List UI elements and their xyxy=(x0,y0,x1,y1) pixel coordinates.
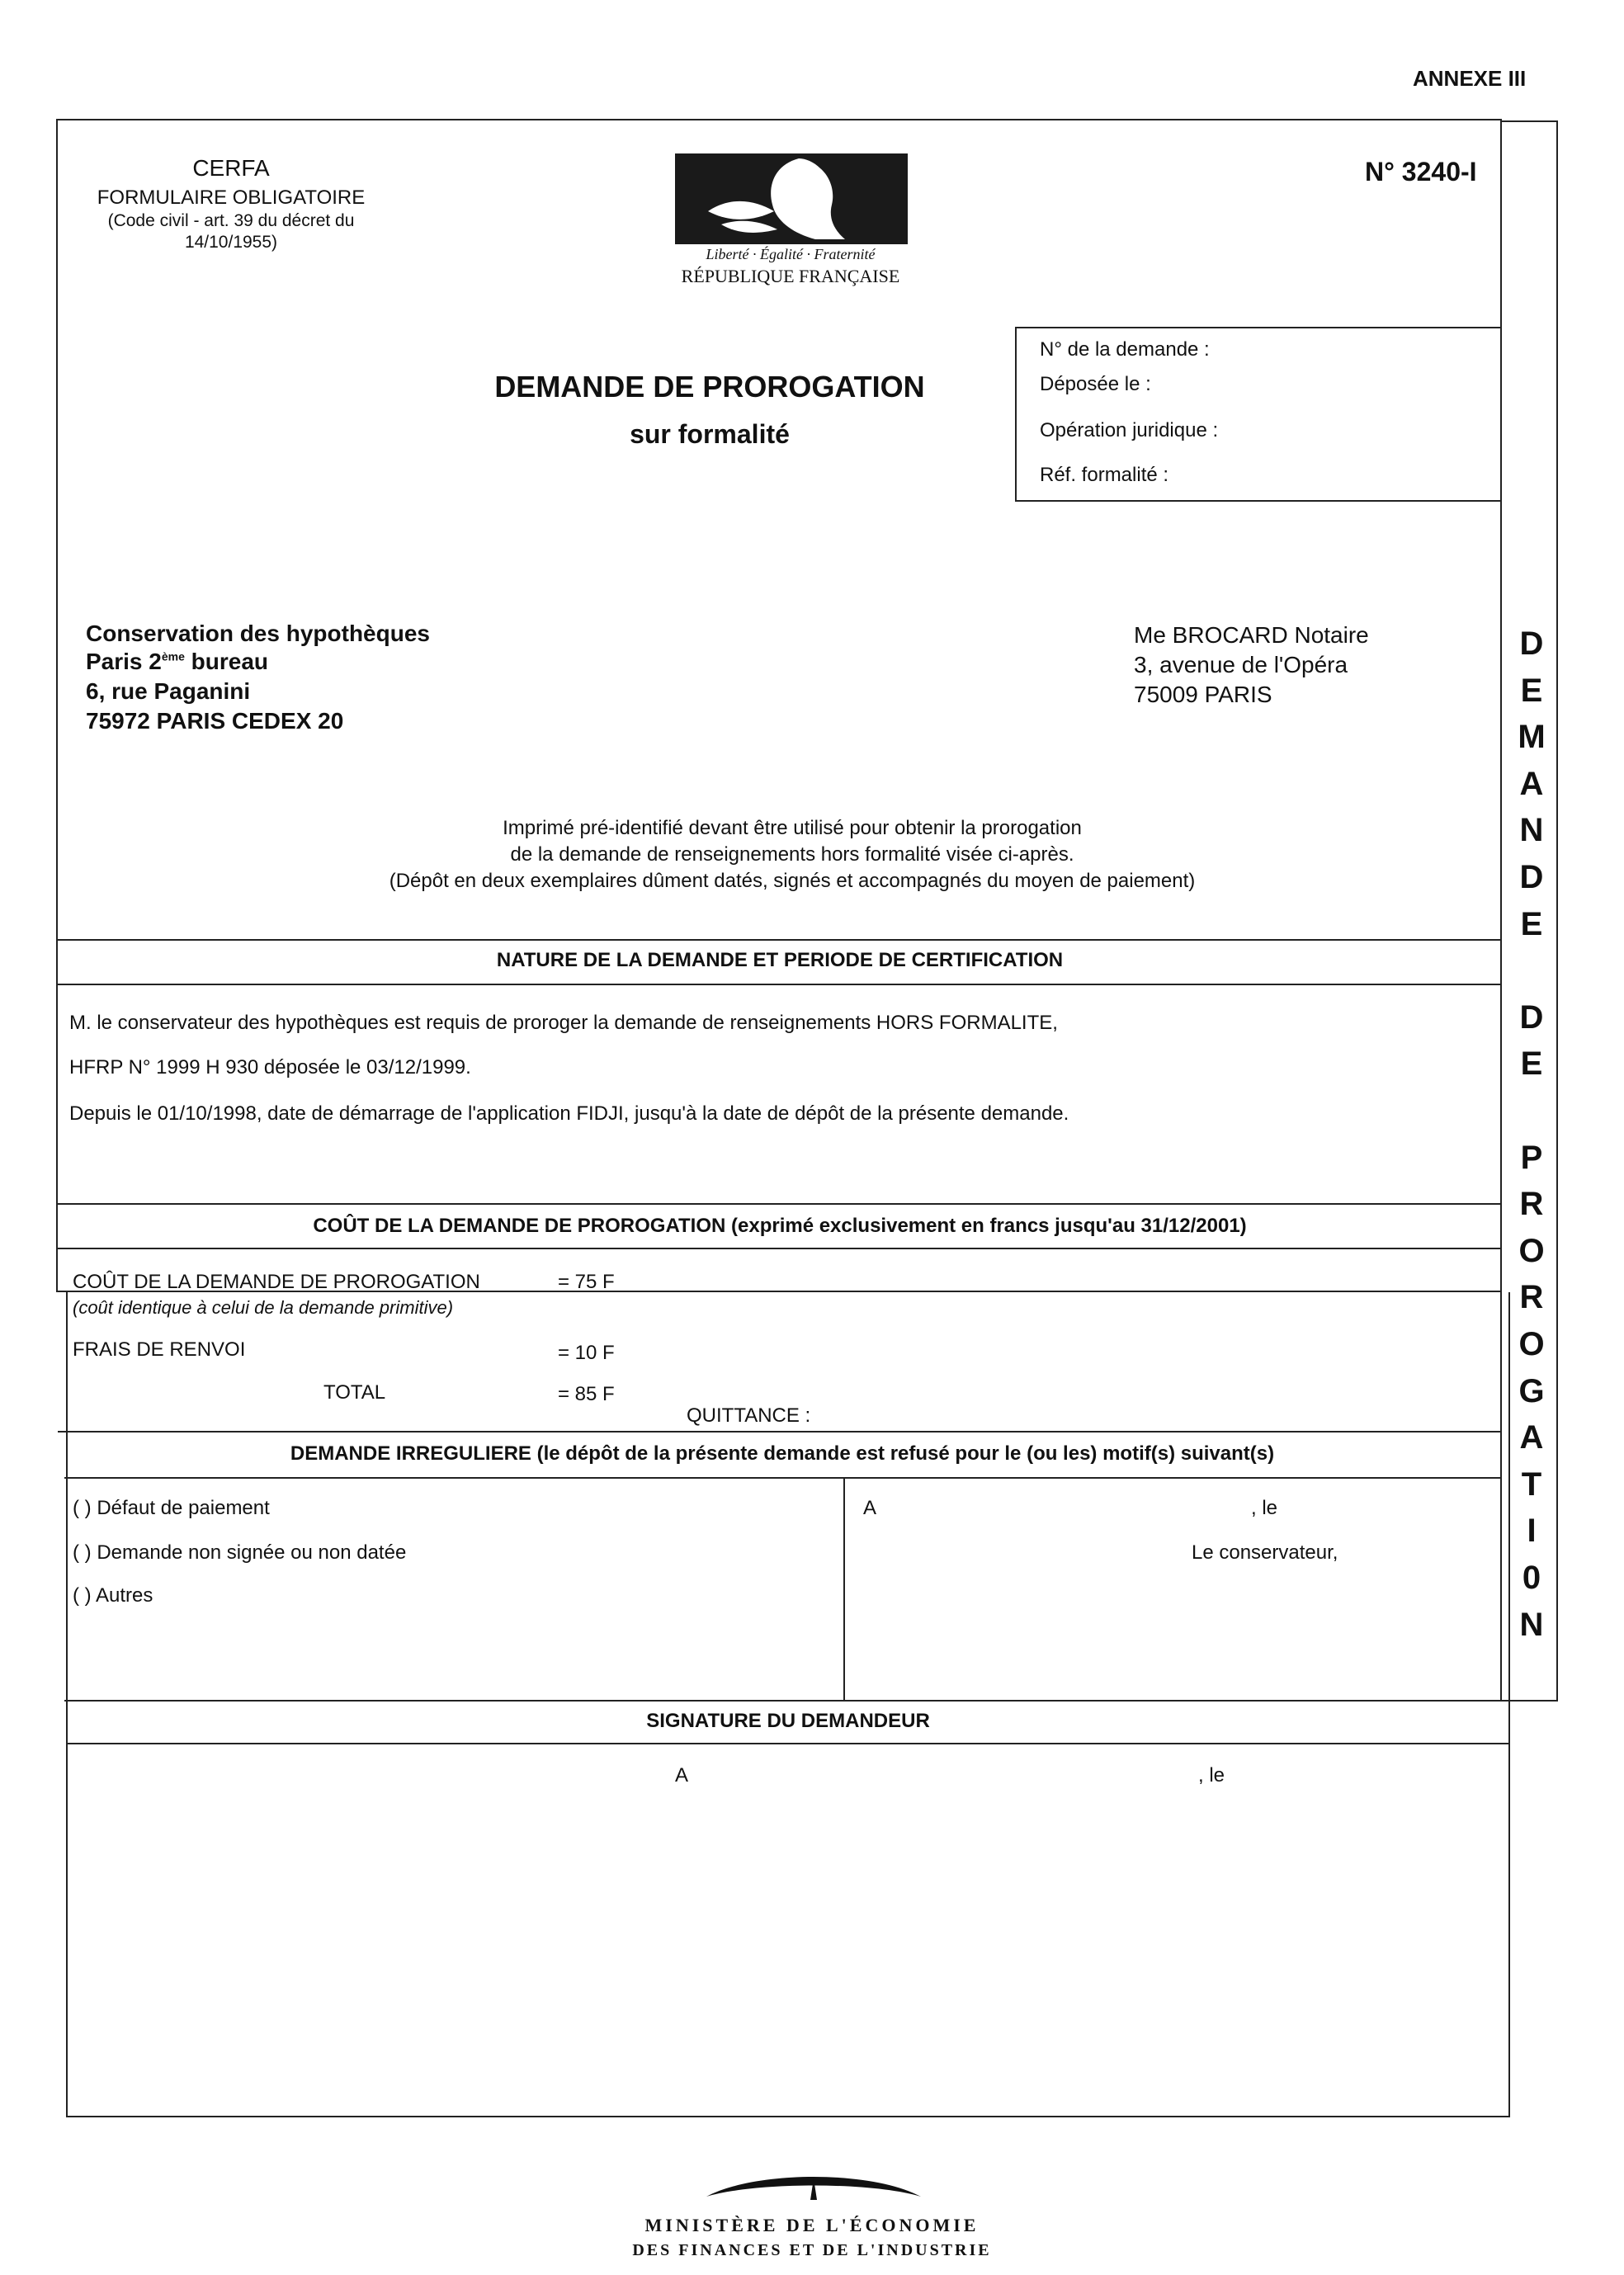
side-letter: E xyxy=(1520,905,1543,942)
side-letter: D xyxy=(1519,625,1544,662)
side-letter: E xyxy=(1520,672,1543,709)
page-title: DEMANDE DE PROROGATION xyxy=(494,370,925,404)
option-non-signee[interactable]: ( ) Demande non signée ou non datée xyxy=(73,1541,407,1564)
divider xyxy=(66,1743,1510,1744)
marianne-logo xyxy=(675,153,908,244)
quittance-label: QUITTANCE : xyxy=(687,1404,811,1427)
conservateur-label: Le conservateur, xyxy=(1192,1541,1338,1564)
code-civil-line1: (Code civil - art. 39 du décret du xyxy=(107,211,355,230)
ref-formalite-label: Réf. formalité : xyxy=(1040,464,1169,486)
cout-header xyxy=(58,1215,1502,1248)
footer-line2: DES FINANCES ET DE L'INDUSTRIE xyxy=(632,2241,992,2259)
instructions-line3: (Dépôt en deux exemplaires dûment datés, signés et accompagnés du moyen de paiement) xyxy=(389,870,1196,892)
conservation-line3: 6, rue Paganini xyxy=(86,678,251,704)
conservation-line1: Conservation des hypothèques xyxy=(86,621,430,646)
footer-line1: MINISTÈRE DE L'ÉCONOMIE xyxy=(644,2215,980,2235)
ref-operation-label: Opération juridique : xyxy=(1040,419,1219,441)
irreguliere-le-label: , le xyxy=(1251,1497,1278,1519)
irreguliere-header xyxy=(63,1442,1502,1475)
side-letter: M xyxy=(1518,719,1546,756)
ref-numero-label: N° de la demande : xyxy=(1040,338,1210,361)
divider xyxy=(58,939,1502,941)
signature-area[interactable] xyxy=(83,1799,1485,2104)
cout-value: = 75 F xyxy=(558,1271,615,1293)
frais-label: FRAIS DE RENVOI xyxy=(73,1338,246,1361)
annex-label: ANNEXE III xyxy=(1413,66,1527,91)
frais-value: = 10 F xyxy=(558,1342,615,1364)
divider xyxy=(58,1203,1502,1205)
side-letter: D xyxy=(1519,998,1544,1036)
divider xyxy=(64,1477,1502,1479)
obligatoire-label: FORMULAIRE OBLIGATOIRE xyxy=(97,186,366,209)
side-letter: D xyxy=(1519,859,1544,895)
notaire-line2: 3, avenue de l'Opéra xyxy=(1134,652,1348,677)
code-civil-line2: 14/10/1955) xyxy=(184,233,278,252)
cout-title: COÛT DE LA DEMANDE DE PROROGATION (exprimé exclusivement en francs jusqu'au 31/12/2001) xyxy=(313,1215,1247,1237)
nature-line3: Depuis le 01/10/1998, date de démarrage de l'application FIDJI, jusqu'à la date de dépôt de la présente demande. xyxy=(69,1102,1069,1125)
side-letter: O xyxy=(1518,1326,1545,1362)
ref-deposee-label: Déposée le : xyxy=(1040,373,1151,395)
nature-line2: HFRP N° 1999 H 930 déposée le 03/12/1999. xyxy=(69,1056,471,1079)
divider xyxy=(58,1431,1502,1432)
side-letter: P xyxy=(1520,1139,1543,1176)
page-subtitle: sur formalité xyxy=(630,419,790,449)
divider xyxy=(58,984,1502,985)
republique-label: RÉPUBLIQUE FRANÇAISE xyxy=(681,266,900,286)
cout-label: COÛT DE LA DEMANDE DE PROROGATION xyxy=(73,1271,480,1293)
irreguliere-divider xyxy=(843,1477,845,1700)
side-letter: N xyxy=(1519,1606,1544,1643)
side-letter: O xyxy=(1518,1232,1545,1269)
side-letter: 0 xyxy=(1522,1560,1541,1596)
divider xyxy=(64,1700,1502,1702)
notaire-line3: 75009 PARIS xyxy=(1134,682,1272,707)
side-letter: T xyxy=(1521,1466,1542,1503)
nature-header xyxy=(58,949,1502,982)
signature-a-label: A xyxy=(675,1764,689,1786)
motto: Liberté · Égalité · Fraternité xyxy=(706,246,876,262)
side-letter: I xyxy=(1527,1513,1537,1550)
side-letter: R xyxy=(1519,1279,1544,1316)
side-letter: R xyxy=(1519,1186,1544,1223)
instructions-line1: Imprimé pré-identifié devant être utilisé pour obtenir la prorogation xyxy=(503,817,1082,839)
form-number: N° 3240-I xyxy=(1365,157,1477,186)
conservation-line4: 75972 PARIS CEDEX 20 xyxy=(86,708,344,734)
side-letter: G xyxy=(1518,1372,1545,1409)
total-label: TOTAL xyxy=(323,1381,386,1404)
instructions-line2: de la demande de renseignements hors formalité visée ci-après. xyxy=(510,843,1074,866)
irreguliere-a-label: A xyxy=(863,1497,877,1519)
cerfa-label: CERFA xyxy=(192,155,270,181)
nature-line1: M. le conservateur des hypothèques est requis de proroger la demande de renseignements HORS FORMALITE, xyxy=(69,1012,1058,1034)
option-defaut-paiement[interactable]: ( ) Défaut de paiement xyxy=(73,1497,270,1519)
side-letter: A xyxy=(1519,765,1544,802)
side-letter: N xyxy=(1519,812,1544,849)
option-autres[interactable]: ( ) Autres xyxy=(73,1584,153,1607)
conservation-line2: Paris 2ème bureau xyxy=(86,649,269,674)
irreguliere-title: DEMANDE IRREGULIERE (le dépôt de la présente demande est refusé pour le (ou les) motif(s) suivant(s) xyxy=(290,1442,1275,1465)
side-letter: E xyxy=(1520,1045,1543,1083)
nature-title: NATURE DE LA DEMANDE ET PERIODE DE CERTIFICATION xyxy=(496,949,1064,971)
signature-le-label: , le xyxy=(1198,1764,1225,1786)
notaire-line1: Me BROCARD Notaire xyxy=(1134,622,1369,648)
signature-title: SIGNATURE DU DEMANDEUR xyxy=(646,1710,930,1732)
signature-header xyxy=(66,1710,1510,1743)
divider xyxy=(58,1248,1502,1249)
side-letter: A xyxy=(1519,1419,1544,1456)
total-value: = 85 F xyxy=(558,1383,615,1405)
cout-note: (coût identique à celui de la demande primitive) xyxy=(73,1297,454,1318)
ministry-emblem xyxy=(690,2164,937,2202)
